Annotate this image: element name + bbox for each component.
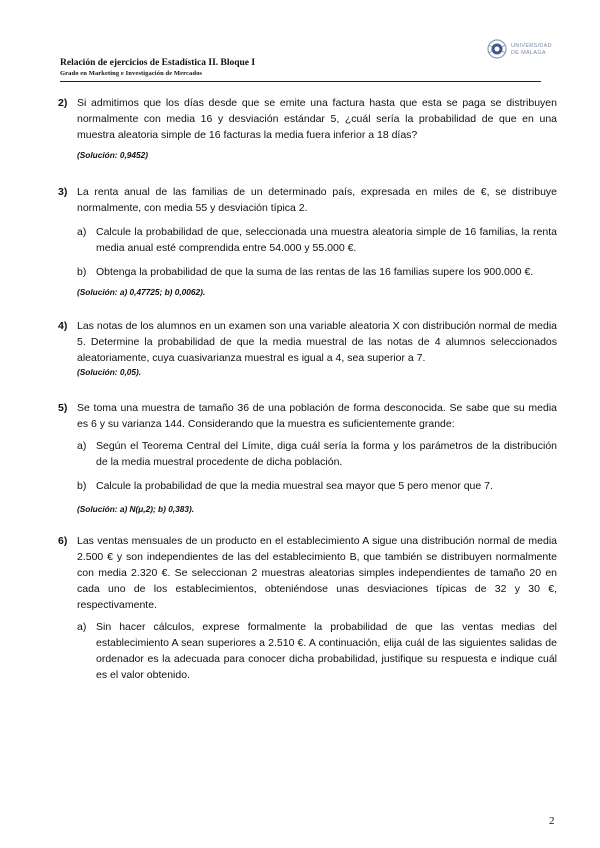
university-name: UNIVERSIDAD DE MÁLAGA <box>511 43 552 56</box>
exercise-part <box>77 438 557 470</box>
exercise-statement: Las notas de los alumnos en un examen son una variable aleatoria X con distribución normal de media 5. Determine la probabilidad de que la media muestral de las notas de 4 alumnos seleccionados aleatoriamente, cuya cuasivarianza muestral es igual a 4, sea superior a 7. <box>77 320 557 364</box>
part-statement: Sin hacer cálculos, exprese formalmente la probabilidad de que las ventas medias del establecimiento A sean superiores a 2.510 €. A continuación, elija cuál de las siguientes salidas de ordenador es la adecuada para conocer dicha probabilidad, justifique su respuesta e indique cuál es el valor obtenido. <box>96 621 557 681</box>
exercise-statement: La renta anual de las familias de un determinado país, expresada en miles de €, se distribuye normalmente, con media 55 y desviación típica 2. <box>77 186 557 214</box>
exercise-solution: (Solución: a) 0,47725; b) 0,0062). <box>77 287 206 297</box>
header-divider <box>60 81 541 82</box>
exercise-part <box>77 224 557 256</box>
exercise-statement: Las ventas mensuales de un producto en el establecimiento A sigue una distribución normal de media 2.500 € y son independientes de las del establecimiento B, que también se distribuyen normalmente con media 2.320 €. Se seleccionan 2 muestras aleatorias simples independientes de tamaño 20 en cada uno de los establecimientos, obteniéndose unas desviaciones típicas de 32 y 30 €, respectivamente. <box>77 535 557 611</box>
exercise-number: 5) <box>58 402 68 414</box>
part-label: a) <box>77 226 87 238</box>
exercise-statement: Si admitimos que los días desde que se emite una factura hasta que esta se paga se distribuyen normalmente con media 16 y desviación estándar 5, ¿cuál sería la probabilidad de que en una muestra aleatoria simple de 16 facturas la media fuera inferior a 18 días? <box>77 97 557 141</box>
exercise-3 <box>58 184 558 298</box>
exercise-2 <box>58 95 558 161</box>
document-subtitle: Grado en Marketing e Investigación de Mercados <box>60 70 203 77</box>
exercise-part <box>77 478 557 494</box>
university-logo <box>487 39 557 61</box>
exercise-statement: Se toma una muestra de tamaño 36 de una población de forma desconocida. Se sabe que su media es 6 y su varianza 144. Considerando que la muestra es suficientemente grande: <box>77 402 557 430</box>
university-seal-icon <box>487 39 507 59</box>
part-statement: Según el Teorema Central del Límite, diga cuál sería la forma y los parámetros de la distribución de la media muestral procedente de dicha población. <box>96 440 557 468</box>
exercise-5 <box>58 400 558 515</box>
document-title: Relación de ejercicios de Estadística II. Bloque I <box>60 58 256 68</box>
part-statement: Calcule la probabilidad de que, seleccionada una muestra aleatoria simple de 16 familias, la renta media anual esté comprendida entre 54.000 y 55.000 €. <box>96 226 557 254</box>
part-label: a) <box>77 440 87 452</box>
exercise-solution: (Solución: a) N(μ,2); b) 0,383). <box>77 504 195 514</box>
part-label: b) <box>77 480 87 492</box>
exercise-number: 2) <box>58 97 68 109</box>
exercise-part <box>77 264 557 280</box>
part-statement: Calcule la probabilidad de que la media muestral sea mayor que 5 pero menor que 7. <box>96 480 493 492</box>
exercise-4 <box>58 318 558 378</box>
part-label: b) <box>77 266 87 278</box>
exercise-number: 6) <box>58 535 68 547</box>
part-statement: Obtenga la probabilidad de que la suma de las rentas de las 16 familias supere los 900.000 €. <box>96 266 534 278</box>
exercise-6 <box>58 533 558 683</box>
exercise-solution: (Solución: 0,05). <box>77 367 142 377</box>
page-number: 2 <box>549 815 555 827</box>
exercise-solution: (Solución: 0,9452) <box>77 150 149 160</box>
exercise-part <box>77 619 557 683</box>
part-label: a) <box>77 621 87 633</box>
exercise-number: 4) <box>58 320 68 332</box>
page-header <box>60 58 540 78</box>
exercise-number: 3) <box>58 186 68 198</box>
